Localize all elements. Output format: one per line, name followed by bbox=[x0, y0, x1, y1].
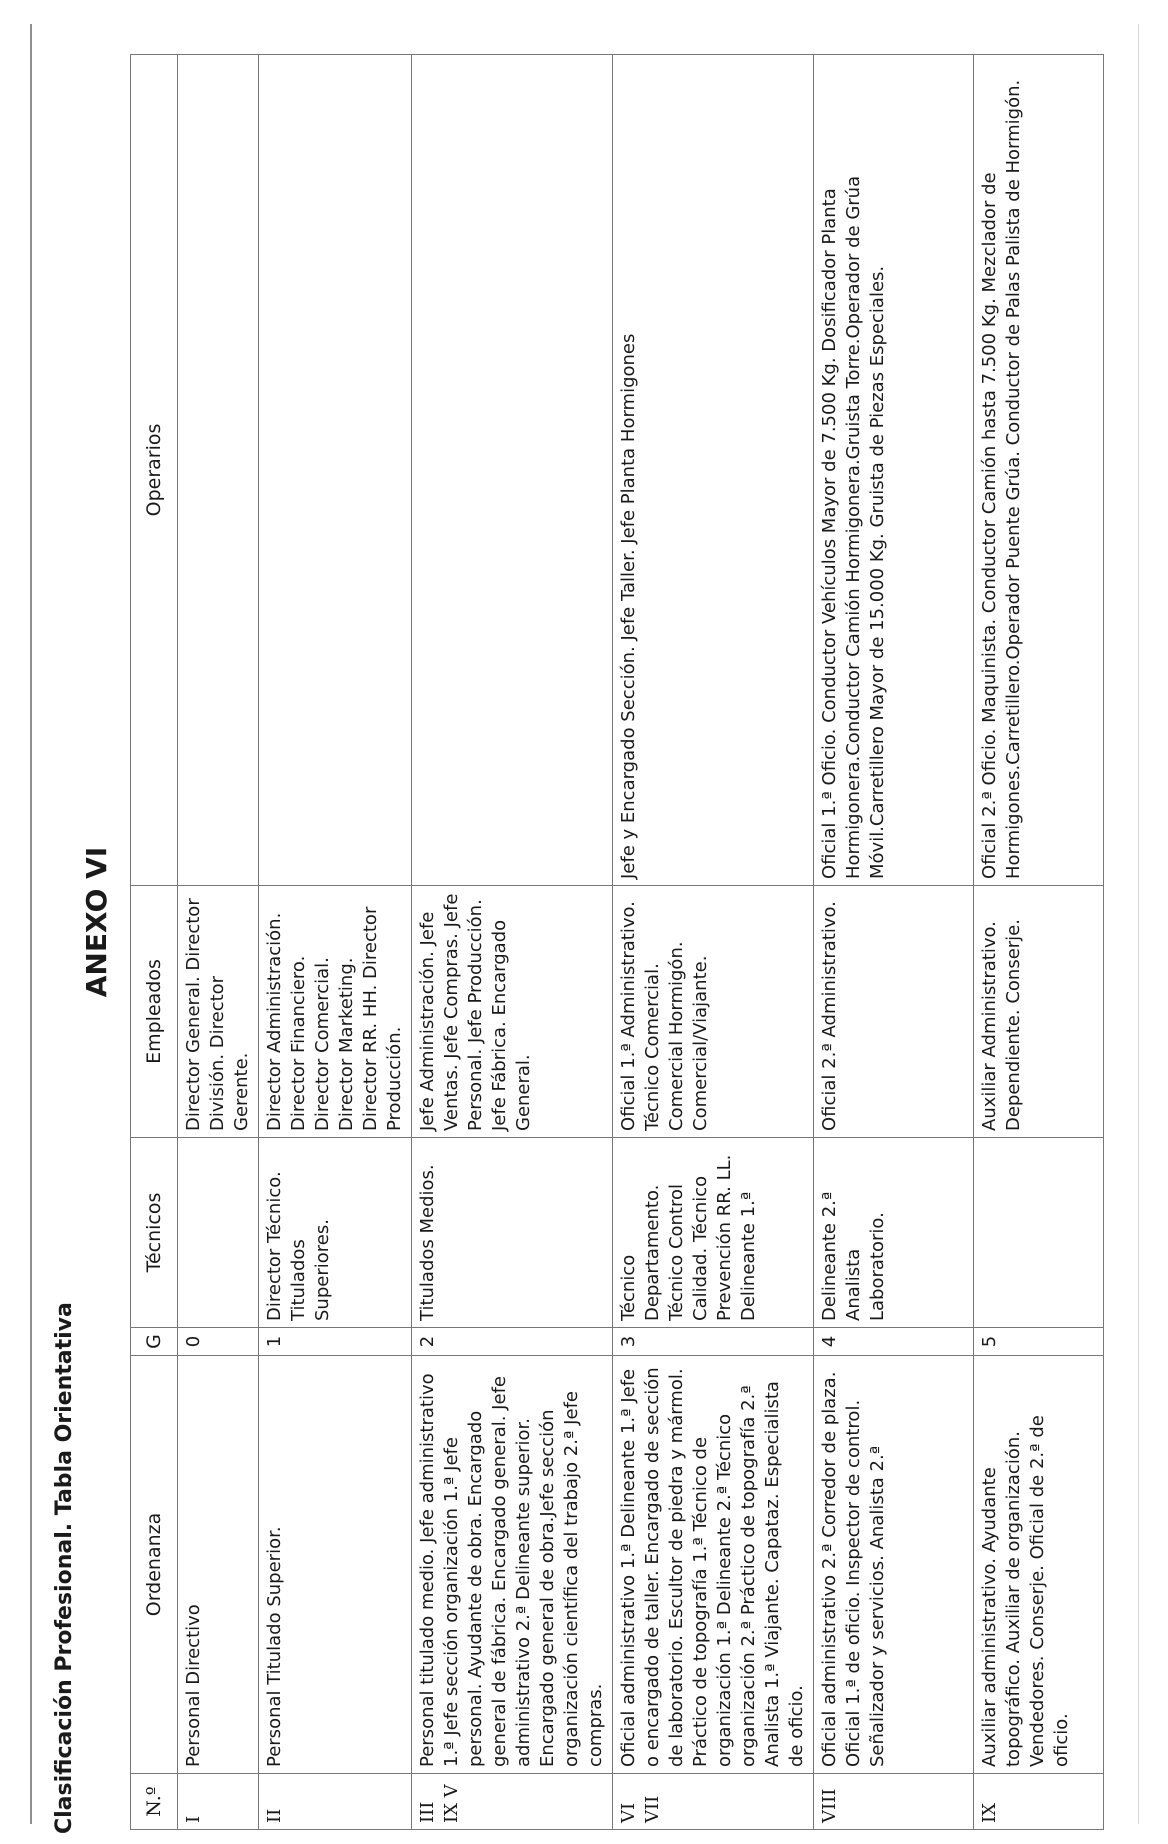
cell-g: 2 bbox=[412, 1328, 613, 1356]
table-row bbox=[178, 55, 259, 1830]
table-row bbox=[613, 55, 814, 1830]
column-header-operarios: Operarios bbox=[131, 55, 178, 886]
cell-operarios bbox=[259, 55, 412, 886]
cell-g: 0 bbox=[178, 1328, 259, 1356]
scan-edge-line-bottom bbox=[1138, 24, 1139, 1824]
table-row bbox=[814, 55, 974, 1830]
column-header-g: G bbox=[131, 1328, 178, 1356]
classification-table bbox=[130, 54, 1104, 1830]
cell-ordenanza: Personal Titulado Superior. bbox=[259, 1356, 412, 1774]
cell-ordenanza: Oficial administrativo 2.ª Corredor de plaza. Oficial 1.ª de oficio. Inspector de control. Señalizador y servicios. Analista 2.ª bbox=[814, 1356, 974, 1774]
cell-num: III IX V bbox=[412, 1774, 613, 1830]
cell-ordenanza: Personal titulado medio. Jefe administrativo 1.ª Jefe sección organización 1.ª Jefe personal. Ayudante de obra. Encargado general de fábrica. Encargado general. Jefe administrativo 2.ª Delineante superior. Encargado general de obra.Jefe sección organización científica del trabajo 2.ª Jefe compras. bbox=[412, 1356, 613, 1774]
cell-g: 1 bbox=[259, 1328, 412, 1356]
table-header-row bbox=[131, 55, 178, 1830]
annex-title: ANEXO VI bbox=[80, 846, 113, 998]
cell-g: 5 bbox=[974, 1328, 1104, 1356]
cell-num: I bbox=[178, 1774, 259, 1830]
cell-operarios: Oficial 1.ª Oficio. Conductor Vehículos Mayor de 7.500 Kg. Dosificador Planta Hormigonera.Conductor Camión Hormigonera.Gruista Torre.Operador de Grúa Móvil.Carretillero Mayor de 15.000 Kg. Gruista de Piezas Especiales. bbox=[814, 55, 974, 886]
document-title: Clasificación Profesional. Tabla Orientativa bbox=[52, 1302, 77, 1834]
cell-ordenanza: Oficial administrativo 1.ª Delineante 1.ª Jefe o encargado de taller. Encargado de sección de laboratorio. Escultor de piedra y mármol. Práctico de topografía 1.ª Técnico de organización 1.ª Delineante 2.ª Técnico organización 2.ª Práctico de topografía 2.ª Analista 1.ª Viajante. Capataz. Especialista de oficio. bbox=[613, 1356, 814, 1774]
cell-operarios: Jefe y Encargado Sección. Jefe Taller. Jefe Planta Hormigones bbox=[613, 55, 814, 886]
cell-empleados: Jefe Administración. Jefe Ventas. Jefe Compras. Jefe Personal. Jefe Producción. Jefe Fábrica. Encargado General. bbox=[412, 886, 613, 1138]
cell-ordenanza: Personal Directivo bbox=[178, 1356, 259, 1774]
cell-operarios: Oficial 2.ª Oficio. Maquinista. Conductor Camión hasta 7.500 Kg. Mezclador de Hormigones.Carretillero.Operador Puente Grúa. Conductor de Palas Palista de Hormigón. bbox=[974, 55, 1104, 886]
cell-g: 3 bbox=[613, 1328, 814, 1356]
column-header-ordenanza: Ordenanza bbox=[131, 1356, 178, 1774]
cell-empleados: Director General. Director División. Director Gerente. bbox=[178, 886, 259, 1138]
cell-tecnicos: Titulados Medios. bbox=[412, 1138, 613, 1328]
cell-num: VI VII bbox=[613, 1774, 814, 1830]
cell-tecnicos bbox=[974, 1138, 1104, 1328]
column-header-empleados: Empleados bbox=[131, 886, 178, 1138]
cell-empleados: Oficial 1.ª Administrativo. Técnico Comercial. Comercial Hormigón. Comercial/Viajante. bbox=[613, 886, 814, 1138]
cell-ordenanza: Auxiliar administrativo. Ayudante topográfico. Auxiliar de organización. Vendedores. Conserje. Oficial de 2.ª de oficio. bbox=[974, 1356, 1104, 1774]
cell-tecnicos bbox=[178, 1138, 259, 1328]
cell-tecnicos: Delineante 2.ª Analista Laboratorio. bbox=[814, 1138, 974, 1328]
cell-num: VIII bbox=[814, 1774, 974, 1830]
cell-empleados: Oficial 2.ª Administrativo. bbox=[814, 886, 974, 1138]
column-header-tecnicos: Técnicos bbox=[131, 1138, 178, 1328]
table-row bbox=[974, 55, 1104, 1830]
cell-tecnicos: Director Técnico. Titulados Superiores. bbox=[259, 1138, 412, 1328]
table-row bbox=[412, 55, 613, 1830]
cell-g: 4 bbox=[814, 1328, 974, 1356]
cell-empleados: Auxiliar Administrativo. Dependiente. Conserje. bbox=[974, 886, 1104, 1138]
cell-operarios bbox=[178, 55, 259, 886]
cell-num: II bbox=[259, 1774, 412, 1830]
table-row bbox=[259, 55, 412, 1830]
column-header-num: N.º bbox=[131, 1774, 178, 1830]
cell-num: IX bbox=[974, 1774, 1104, 1830]
cell-tecnicos: Técnico Departamento. Técnico Control Calidad. Técnico Prevención RR. LL. Delineante 1.ª bbox=[613, 1138, 814, 1328]
cell-empleados: Director Administración. Director Financiero. Director Comercial. Director Marketing. Director RR. HH. Director Producción. bbox=[259, 886, 412, 1138]
cell-operarios bbox=[412, 55, 613, 886]
